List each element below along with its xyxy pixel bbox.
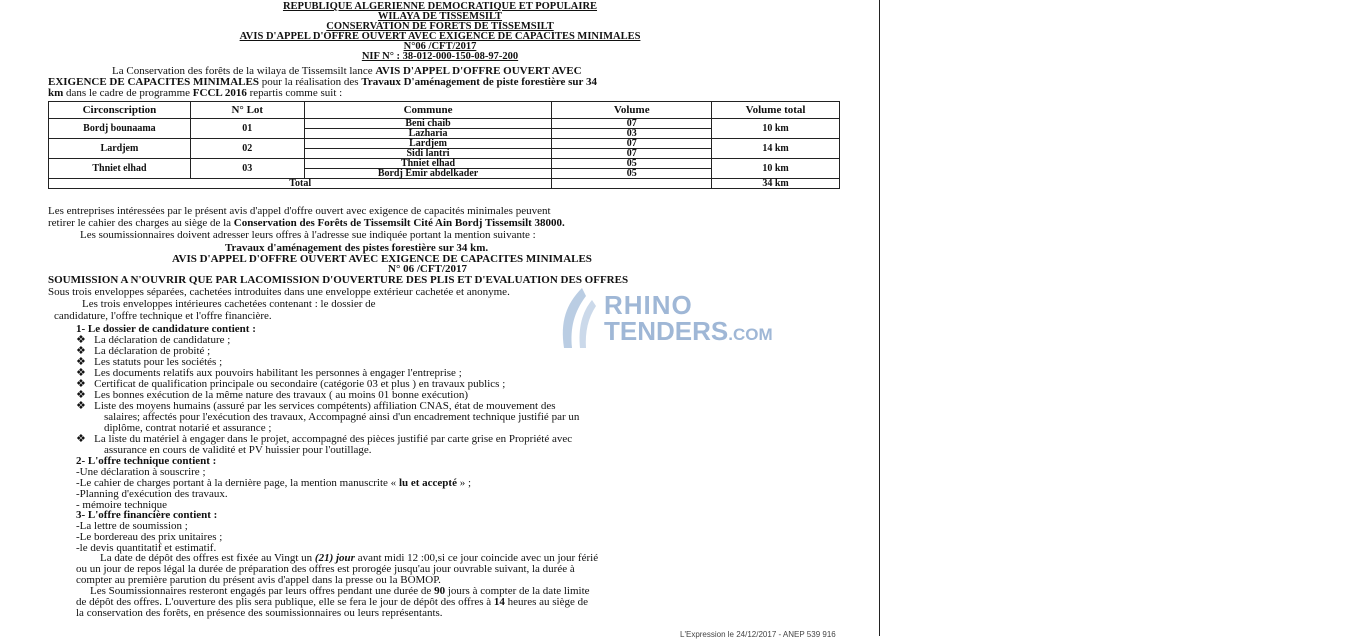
list-item: ❖ La liste du matériel à engager dans le projet, accompagné des pièces justifié par carte grise en Propriété avec [76, 433, 573, 445]
mention-line-2: AVIS D'APPEL D'OFFRE OUVERT AVEC EXIGENCE DE CAPACITES MINIMALES [172, 253, 592, 265]
deadline-line-1: La date de dépôt des offres est fixée au Vingt un (21) jour avant midi 12 :00,si ce jour coincide avec un jour férié [100, 552, 599, 564]
engagement-line-2: de dépôt des offres. L'ouverture des plis sera publique, elle se fera le jour de dépôt des offres à 14 heures au siège de [76, 596, 588, 608]
intro-line-1: La Conservation des forêts de la wilaya de Tissemsilt lance AVIS D'APPEL D'OFFRE OUVERT AVEC [112, 65, 582, 77]
list-item: ❖ La déclaration de candidature ; [76, 334, 231, 346]
cell-total: 14 km [712, 139, 840, 159]
intro-line-2: EXIGENCE DE CAPACITES MINIMALES pour la réalisation des Travaux D'aménagement de piste forestière sur 34 [48, 76, 597, 88]
list-item: -Le cahier de charges portant à la dernière page, la mention manuscrite « lu et accepté » ; [76, 477, 472, 489]
cell-lot: 01 [190, 119, 304, 139]
cell-commune: Thniet elhad [304, 159, 552, 169]
list-item: -le devis quantitatif et estimatif. [76, 542, 217, 554]
cell-empty [552, 179, 712, 189]
cell-commune: Lazharia [304, 129, 552, 139]
list-item: -Le bordereau des prix unitaires ; [76, 531, 223, 543]
list-item: - mémoire technique [76, 499, 168, 511]
list-item: -Planning d'exécution des travaux. [76, 488, 228, 500]
col-header-volume: Volume [552, 102, 712, 119]
rhino-horn-icon [552, 286, 602, 350]
cell-volume: 07 [552, 119, 712, 129]
header-avis: AVIS D'APPEL D'OFFRE OUVERT AVEC EXIGENCE DE CAPACITES MINIMALES [239, 31, 641, 42]
mention-line-4: SOUMISSION A N'OUVRIR QUE PAR LACOMISSION D'OUVERTURE DES PLIS ET D'EVALUATION DES OFFRES [48, 274, 629, 286]
intro-line-3: km dans le cadre de programme FCCL 2016 repartis comme suit : [48, 87, 343, 99]
diamond-bullet-icon: ❖ [76, 400, 86, 412]
cell-total: 10 km [712, 119, 840, 139]
watermark-tenders: TENDERS.COM [604, 316, 773, 346]
table-row [49, 119, 840, 129]
table-row [49, 159, 840, 169]
deadline-line-3: compter au première parution du présent avis d'appel dans la presse ou la BOMOP. [76, 574, 441, 586]
body-p2: Les soumissionnaires doivent adresser leurs offres à l'adresse sue indiquée portant la mention suivante : [80, 229, 536, 241]
cell-circ: Bordj bounaama [49, 119, 191, 139]
header-republic: REPUBLIQUE ALGERIENNE DEMOCRATIQUE ET POPULAIRE [282, 1, 598, 12]
list-item: -La lettre de soumission ; [76, 520, 188, 532]
mention-line-1: Travaux d'aménagement des pistes forestière sur 34 km. [225, 242, 489, 254]
col-header-commune: Commune [304, 102, 552, 119]
col-header-lot: N° Lot [190, 102, 304, 119]
list-item-cont: diplôme, contrat notarié et assurance ; [104, 422, 272, 434]
deadline-line-2: ou un jour de repos légal la durée de préparation des offres est prorogée jusqu'au jour ouvrable suivant, la durée à [76, 563, 575, 575]
lots-table [48, 101, 840, 189]
body-p1b: retirer le cahier des charges au siège de la Conservation des Forêts de Tissemsilt Cité Ain Bordj Tissemsilt 38000. [48, 217, 565, 229]
table-header-row [49, 102, 840, 119]
list-item: ❖ Les bonnes exécution de la même nature des travaux ( au moins 01 bonne exécution) [76, 389, 469, 401]
cell-commune: Bordj Emir abdelkader [304, 169, 552, 179]
diamond-bullet-icon: ❖ [76, 367, 86, 379]
header-conservation: CONSERVATION DE FORETS DE TISSEMSILT [326, 21, 554, 32]
diamond-bullet-icon: ❖ [76, 334, 86, 346]
cell-total: 10 km [712, 159, 840, 179]
list-item: ❖ Certificat de qualification principale ou secondaire (catégorie 03 et plus ) en travaux publics ; [76, 378, 506, 390]
engagement-line-3: la conservation des forêts, en présence des soumissionnaires ou leurs représentants. [76, 607, 443, 619]
rhino-tenders-watermark [552, 286, 812, 350]
body-p3: Sous trois enveloppes séparées, cachetées introduites dans une enveloppe extérieur cachetée et anonyme. [48, 286, 510, 298]
header-nif: NIF N° : 38-012-000-150-08-97-200 [361, 51, 519, 62]
section-candidature: 1- Le dossier de candidature contient : [76, 323, 256, 335]
watermark-rhino: RHINO [604, 290, 693, 320]
list-item: ❖ La déclaration de probité ; [76, 345, 211, 357]
mention-line-3: N° 06 /CFT/2017 [388, 263, 467, 275]
header-number: N°06 /CFT/2017 [403, 41, 477, 52]
cell-total-value: 34 km [712, 179, 840, 189]
diamond-bullet-icon: ❖ [76, 378, 86, 390]
list-item: ❖ Les documents relatifs aux pouvoirs habilitant les personnes à engager l'entreprise ; [76, 367, 462, 379]
cell-volume: 03 [552, 129, 712, 139]
table-total-row [49, 179, 840, 189]
table-row [49, 139, 840, 149]
cell-commune: Beni chaib [304, 119, 552, 129]
col-header-volume-total: Volume total [712, 102, 840, 119]
cell-circ: Lardjem [49, 139, 191, 159]
diamond-bullet-icon: ❖ [76, 433, 86, 445]
cell-volume: 07 [552, 139, 712, 149]
body-p4a: Les trois enveloppes intérieures cachetées contenant : le dossier de [82, 298, 376, 310]
diamond-bullet-icon: ❖ [76, 389, 86, 401]
list-item-cont: assurance en cours de validité et PV huissier pour l'outillage. [104, 444, 372, 456]
cell-circ: Thniet elhad [49, 159, 191, 179]
cell-volume: 07 [552, 149, 712, 159]
diamond-bullet-icon: ❖ [76, 345, 86, 357]
section-technique: 2- L'offre technique contient : [76, 455, 217, 467]
section-financiere: 3- L'offre financière contient : [76, 509, 218, 521]
cell-volume: 05 [552, 169, 712, 179]
cell-commune: Lardjem [304, 139, 552, 149]
list-item: ❖ Les statuts pour les sociétés ; [76, 356, 223, 368]
list-item: ❖ Liste des moyens humains (assuré par les services compétents) affiliation CNAS, état de mouvement des [76, 400, 556, 412]
cell-total-label: Total [49, 179, 552, 189]
cell-lot: 03 [190, 159, 304, 179]
list-item: -Une déclaration à souscrire ; [76, 466, 206, 478]
list-item-cont: salaires; affectés pour l'exécution des travaux, Accompagné ainsi d'un encadrement technique justifié par un [104, 411, 580, 423]
engagement-line-1: Les Soumissionnaires resteront engagés par leurs offres pendant une durée de 90 jours à compter de la date limite [90, 585, 590, 597]
diamond-bullet-icon: ❖ [76, 356, 86, 368]
cell-volume: 05 [552, 159, 712, 169]
body-p4b: candidature, l'offre technique et l'offre financière. [54, 310, 272, 322]
body-p1a: Les entreprises intéressées par le présent avis d'appel d'offre ouvert avec exigence de capacités minimales peuvent [48, 205, 551, 217]
header-wilaya: WILAYA DE TISSEMSILT [377, 11, 503, 22]
col-header-circonscription: Circonscription [49, 102, 191, 119]
cell-commune: Sidi lantri [304, 149, 552, 159]
footer-publication: L'Expression le 24/12/2017 - ANEP 539 916 [680, 630, 836, 639]
cell-lot: 02 [190, 139, 304, 159]
